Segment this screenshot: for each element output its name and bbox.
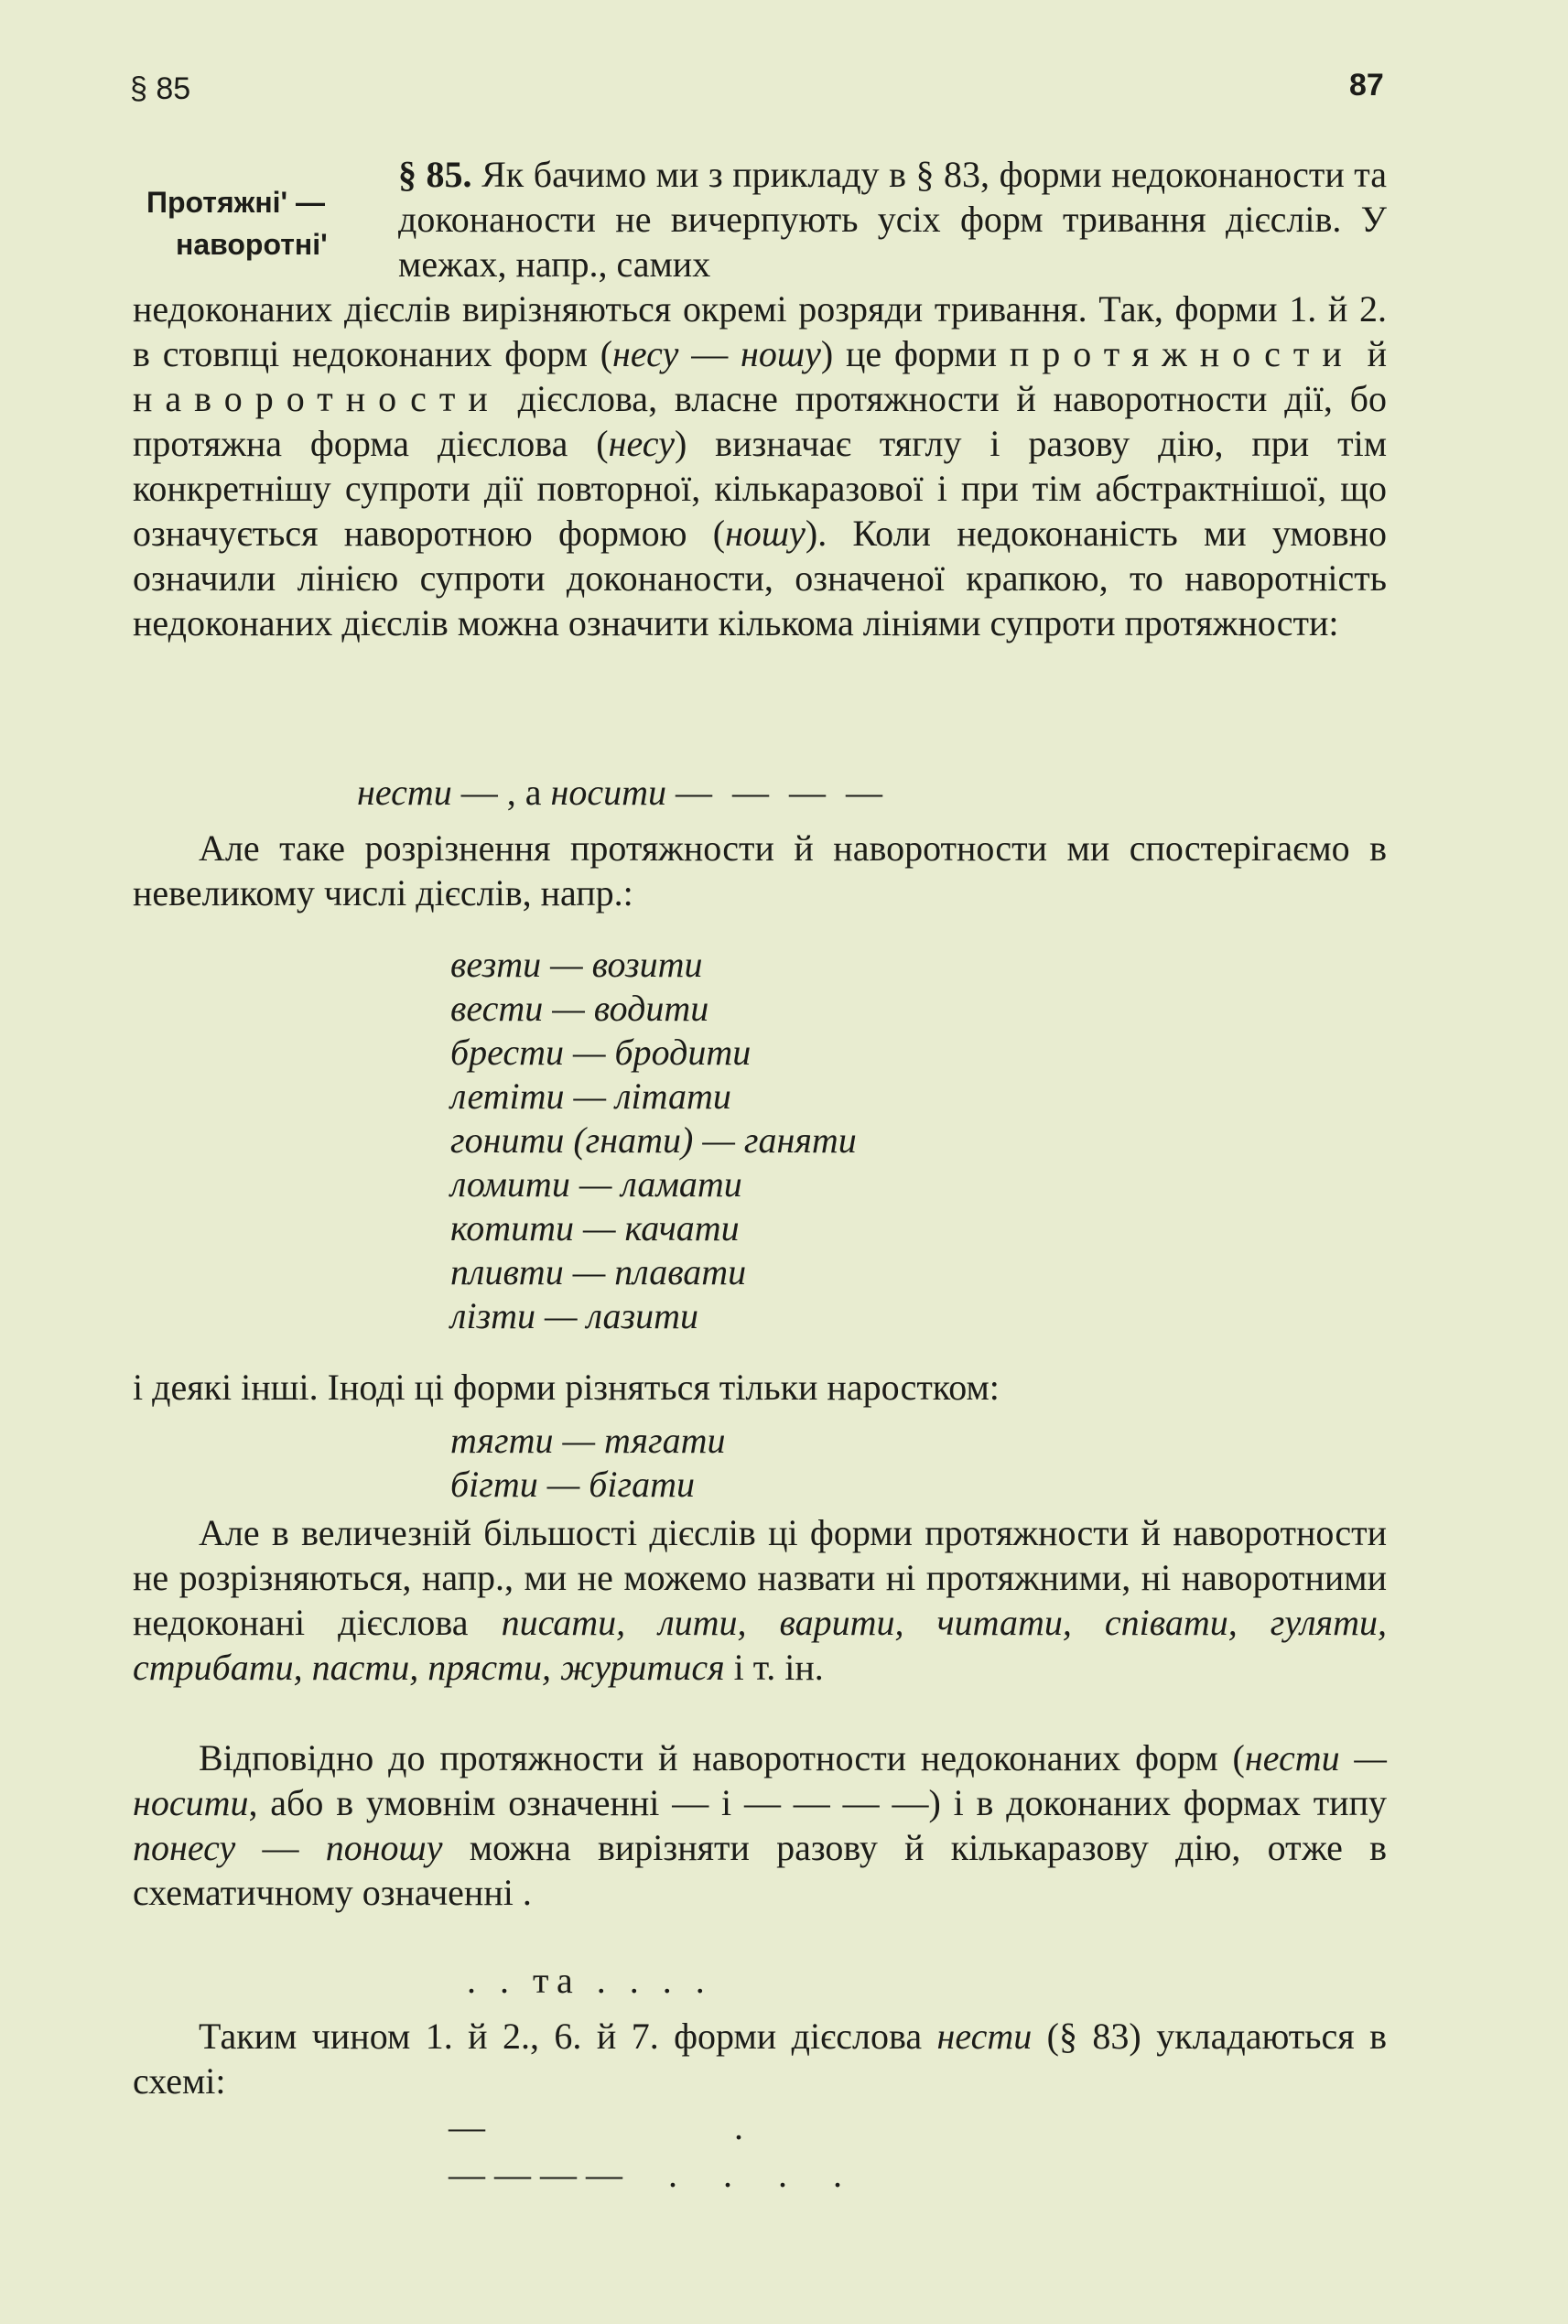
page-number: 87 xyxy=(1349,68,1384,103)
p1-text-b: ) це форми xyxy=(820,333,1010,374)
p6-text-b: (§ 83) укладаються в схемі: xyxy=(133,2016,1387,2102)
paragraph-3: і деякі інші. Іноді ці форми різняться тільки наростком: xyxy=(133,1367,1000,1408)
formula-word-2: носити xyxy=(550,772,666,813)
paragraph-6 xyxy=(133,2014,1387,2103)
paragraph-5 xyxy=(133,1735,1387,1915)
intro-text: Як бачимо ми з прикладу в § 83, форми недоконаности та доконаности не вичерпують усіх форм тривання дієслів. У межах, напр., самих xyxy=(398,154,1388,285)
p1-text-c: й xyxy=(1354,333,1388,374)
verb-pair: брести — бродити xyxy=(450,1032,752,1073)
verb-pair: тягти — тягати xyxy=(450,1420,726,1461)
p1-example-nesu-2: несу xyxy=(608,423,675,464)
verb-pair: бігти — бігати xyxy=(450,1464,696,1505)
p6-text-a: Таким чином 1. й 2., 6. й 7. форми дієслова xyxy=(199,2016,937,2057)
scheme-dash: — xyxy=(449,2106,485,2147)
formula-line xyxy=(357,771,888,814)
p4-example-verbs: писати, лити, варити, читати, співати, гуляти, стрибати, пасти, прясти, журитися xyxy=(133,1602,1387,1688)
verb-pair: ломити — ламати xyxy=(450,1163,742,1205)
section-intro xyxy=(398,152,1387,286)
verb-pairs-list xyxy=(450,943,857,1338)
p1-spaced-term-1: протяжности xyxy=(1009,333,1355,374)
scheme-line-1 xyxy=(449,2105,743,2148)
p5-text-b: , або в умовнім означенні — і — — — —) і в доконаних формах типу xyxy=(248,1782,1387,1823)
margin-note xyxy=(146,181,375,265)
verb-pairs-list-2 xyxy=(450,1419,726,1507)
p1-dash: — xyxy=(678,333,741,374)
scheme-dashes: — — — — xyxy=(449,2154,622,2195)
running-head-section: § 85 xyxy=(130,71,191,106)
margin-note-line1: Протяжні' — xyxy=(146,186,326,219)
verb-pair: летіти — літати xyxy=(450,1076,731,1117)
verb-pair: гонити (гнати) — ганяти xyxy=(450,1119,857,1161)
paragraph-1 xyxy=(133,286,1387,645)
formula-mid: , а xyxy=(506,772,542,813)
p5-text-d: можна вирізняти разову й кількаразову дію, отже в схематичному означенні . xyxy=(133,1827,1388,1913)
section-number: § 85. xyxy=(398,154,472,195)
p1-text-e: ) визначає тяглу і разову дію, при тім конкретнішу супроти дії повторної, кількаразової і при тім абстрактнішої, що означується наворотною формою ( xyxy=(133,423,1388,554)
p5-example-ponesu: понесу xyxy=(133,1827,236,1868)
p5-example-ponoshu: поношу xyxy=(325,1827,443,1868)
p4-text-a: Але в величезній більшості дієслів ці форми протяжности й наворотности не розрізняються, напр., ми не можемо назвати ні протяжними, ні наворотними недоконані дієслова xyxy=(133,1512,1387,1643)
p1-text-a: недоконаних дієслів вирізняються окремі розряди тривання. Так, форми 1. й 2. в стовпці недоконаних форм ( xyxy=(133,288,1387,374)
formula-dashes: — — — — xyxy=(675,772,888,813)
verb-pair: везти — возити xyxy=(450,944,703,985)
dot-scheme: . . та . . . . xyxy=(467,1960,712,2001)
p6-example-nesty: нести xyxy=(936,2016,1033,2057)
verb-pair: пливти — плавати xyxy=(450,1251,747,1292)
p1-example-noshu-2: ношу xyxy=(725,513,806,554)
verb-pair: лізти — лазити xyxy=(450,1295,699,1336)
scheme-dots: . . . . xyxy=(668,2154,860,2195)
p5-example-1: нести — носити xyxy=(133,1737,1387,1823)
p1-text-f: ). Коли недоконаність ми умовно означили лінією супроти доконаности, означеної крапкою, то наворотність недоконаних дієслів можна означити кількома лініями супроти протяжности: xyxy=(133,513,1387,643)
p5-text-c: — xyxy=(235,1827,326,1868)
formula-word-1: нести xyxy=(357,772,452,813)
p4-text-b: і т. ін. xyxy=(724,1647,824,1688)
verb-pair: котити — качати xyxy=(450,1207,740,1248)
margin-note-line2: наворотні' xyxy=(176,228,328,261)
p1-example-noshu: ношу xyxy=(741,333,821,374)
scheme-line-2 xyxy=(449,2153,860,2196)
p1-text-d: дієслова, власне протяжности й наворотности дії, бо протяжна форма дієслова ( xyxy=(133,378,1387,464)
formula-dash-1: — xyxy=(460,772,498,813)
verb-pair: вести — водити xyxy=(450,988,709,1029)
p1-example-nesu: несу xyxy=(612,333,679,374)
p1-spaced-term-2: наворотности xyxy=(133,378,501,419)
p5-text-a: Відповідно до протяжности й наворотности недоконаних форм ( xyxy=(199,1737,1245,1778)
scheme-dot: . xyxy=(734,2106,743,2147)
paragraph-2: Але таке розрізнення протяжности й наворотности ми спостерігаємо в невеликому числі дієслів, напр.: xyxy=(133,827,1387,913)
paragraph-4 xyxy=(133,1510,1387,1690)
